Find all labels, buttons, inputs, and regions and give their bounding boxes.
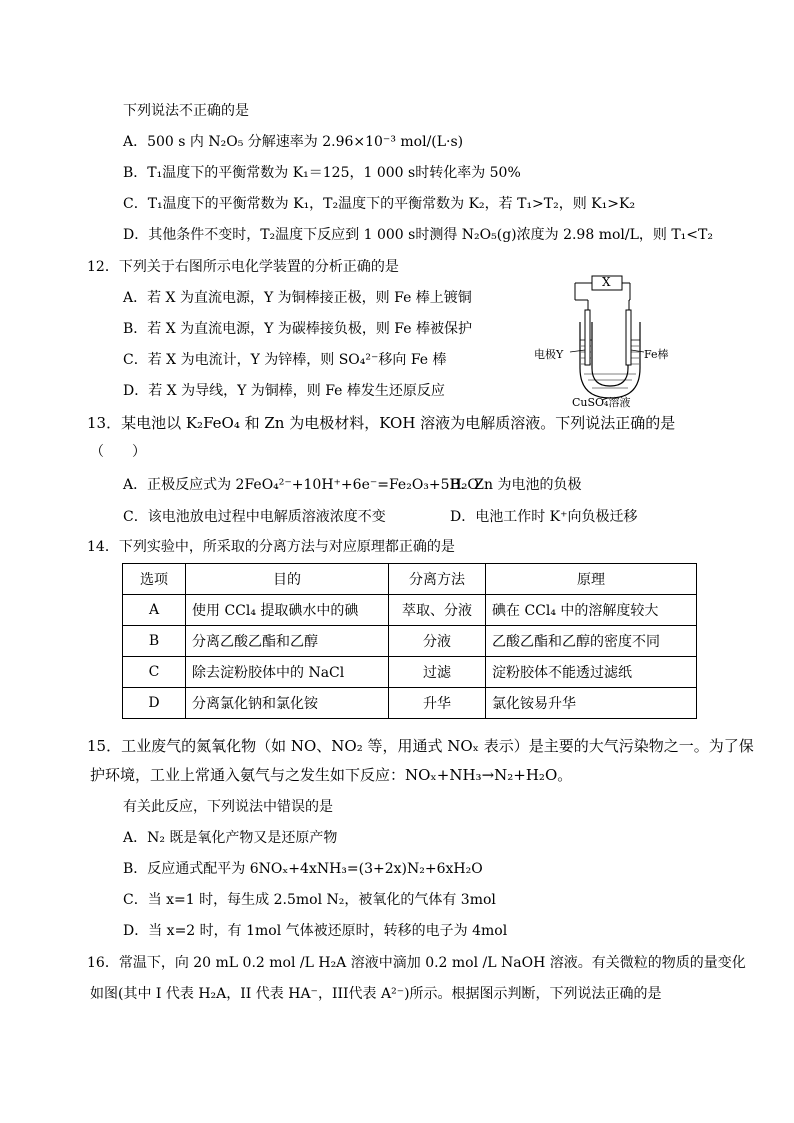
q15-option-b: B．反应通式配平为 6NOₓ+4xNH₃=(3+2x)N₂+6xH₂O	[123, 861, 483, 877]
q15-stem-line1: 15．工业废气的氮氧化物（如 NO、NO₂ 等，用通式 NOₓ 表示）是主要的大气污染物之一。为了保	[87, 737, 754, 755]
fe-rod-label: Fe棒	[644, 348, 669, 361]
x-label: X	[602, 275, 611, 289]
q12-stem: 12．下列关于右图所示电化学装置的分析正确的是	[87, 259, 399, 275]
q11-option-b: B．T₁温度下的平衡常数为 K₁＝125，1 000 s时转化率为 50%	[123, 165, 521, 181]
q12-option-d: D．若 X 为导线，Y 为铜棒，则 Fe 棒发生还原反应	[123, 383, 445, 399]
electrochemical-cell-diagram	[530, 270, 710, 410]
q15-stem-question: 有关此反应，下列说法中错误的是	[123, 799, 333, 815]
fe-rod	[626, 310, 631, 365]
table-row	[123, 688, 697, 719]
q12-option-b: B．若 X 为直流电源，Y 为碳棒接负极，则 Fe 棒被保护	[123, 321, 472, 337]
q11-option-a: A．500 s 内 N₂O₅ 分解速率为 2.96×10⁻³ mol/(L·s)	[123, 134, 464, 150]
header-principle: 原理	[486, 564, 697, 595]
row-c-purpose: 除去淀粉胶体中的 NaCl	[186, 657, 389, 688]
row-a-purpose: 使用 CCl₄ 提取碘水中的碘	[186, 595, 389, 626]
q14-stem: 14．下列实验中，所采取的分离方法与对应原理都正确的是	[87, 539, 455, 555]
q12-option-c: C．若 X 为电流计，Y 为锌棒，则 SO₄²⁻移向 Fe 棒	[123, 352, 447, 368]
solution-label: CuSO₄溶液	[572, 396, 631, 409]
row-a-option: A	[123, 595, 186, 626]
row-c-option: C	[123, 657, 186, 688]
row-d-purpose: 分离氯化钠和氯化铵	[186, 688, 389, 719]
q15-stem-line2: 护环境，工业上常通入氨气与之发生如下反应：NOₓ+NH₃→N₂+H₂O。	[90, 766, 573, 784]
q13-option-b: B．Zn 为电池的负极	[450, 477, 582, 493]
row-a-principle: 碘在 CCl₄ 中的溶解度较大	[486, 595, 697, 626]
q13-stem: 13．某电池以 K₂FeO₄ 和 Zn 为电极材料，KOH 溶液为电解质溶液。下列说法正确的是	[87, 414, 676, 432]
row-b-method: 分液	[389, 626, 486, 657]
header-purpose: 目的	[186, 564, 389, 595]
table-row	[123, 626, 697, 657]
q16-stem-line1: 16．常温下，向 20 mL 0.2 mol /L H₂A 溶液中滴加 0.2 mol /L NaOH 溶液。有关微粒的物质的量变化	[87, 955, 746, 971]
q11-option-d: D．其他条件不变时，T₂温度下反应到 1 000 s时测得 N₂O₅(g)浓度为 2.98 mol/L，则 T₁<T₂	[123, 227, 713, 243]
row-b-purpose: 分离乙酸乙酯和乙醇	[186, 626, 389, 657]
electrode-y	[585, 310, 590, 365]
q15-option-a: A．N₂ 既是氧化产物又是还原产物	[123, 830, 338, 846]
q15-option-d: D．当 x=2 时，有 1mol 气体被还原时，转移的电子为 4mol	[123, 923, 508, 939]
table-row	[123, 595, 697, 626]
q13-option-c: C．该电池放电过程中电解质溶液浓度不变	[123, 509, 386, 525]
q11-stem: 下列说法不正确的是	[123, 103, 249, 119]
table-row	[123, 657, 697, 688]
row-b-principle: 乙酸乙酯和乙醇的密度不同	[486, 626, 697, 657]
q13-option-a: A．正极反应式为 2FeO₄²⁻+10H⁺+6e⁻=Fe₂O₃+5H₂O	[123, 477, 479, 493]
header-method: 分离方法	[389, 564, 486, 595]
q12-option-a: A．若 X 为直流电源，Y 为铜棒接正极，则 Fe 棒上镀铜	[123, 290, 472, 306]
row-a-method: 萃取、分液	[389, 595, 486, 626]
table-header-row	[123, 564, 697, 595]
row-d-option: D	[123, 688, 186, 719]
q16-stem-line2: 如图(其中 I 代表 H₂A，II 代表 HA⁻，III代表 A²⁻)所示。根据图示判断，下列说法正确的是	[90, 986, 662, 1002]
q13-answer-blank: （ ）	[90, 444, 146, 460]
electrode-y-label: 电极Y	[534, 348, 564, 361]
row-b-option: B	[123, 626, 186, 657]
row-d-method: 升华	[389, 688, 486, 719]
separation-methods-table	[122, 563, 697, 719]
row-d-principle: 氯化铵易升华	[486, 688, 697, 719]
cell-svg	[530, 270, 710, 410]
row-c-principle: 淀粉胶体不能透过滤纸	[486, 657, 697, 688]
q11-option-c: C．T₁温度下的平衡常数为 K₁，T₂温度下的平衡常数为 K₂，若 T₁>T₂，则 K₁>K₂	[123, 196, 636, 212]
row-c-method: 过滤	[389, 657, 486, 688]
q15-option-c: C．当 x=1 时，每生成 2.5mol N₂，被氧化的气体有 3mol	[123, 892, 496, 908]
q13-option-d: D．电池工作时 K⁺向负极迁移	[450, 509, 638, 525]
header-option: 选项	[123, 564, 186, 595]
